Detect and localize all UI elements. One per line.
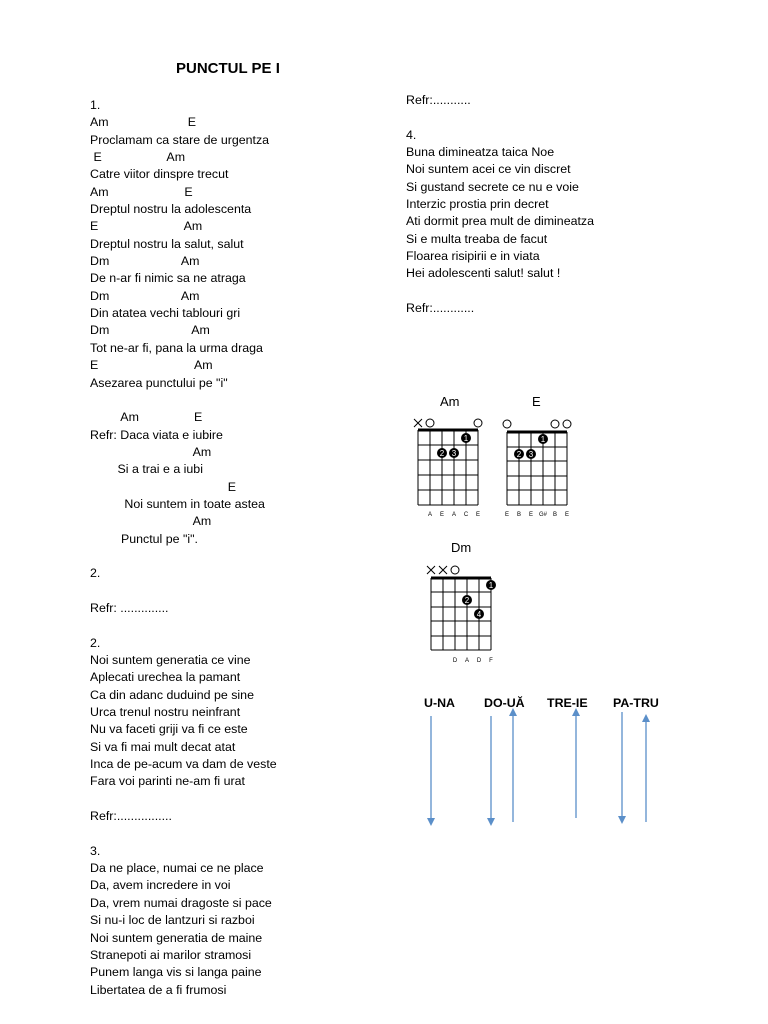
strum-label-4: PA-TRU — [613, 696, 659, 710]
lyrics-left-line: Si nu-i loc de lantzuri si razboi — [90, 913, 255, 928]
lyrics-left-line: Punem langa vis si langa paine — [90, 965, 262, 980]
lyrics-left-line: 2. — [90, 635, 101, 650]
lyrics-left-line: Am E — [90, 410, 203, 425]
lyrics-right-line: Interzic prostia prin decret — [406, 197, 549, 212]
lyrics-left-line: Asezarea punctului pe "i" — [90, 375, 228, 390]
strum-label-3: TRE-IE — [547, 696, 588, 710]
svg-text:2: 2 — [439, 449, 445, 458]
lyrics-left-line: Dm Am — [90, 323, 210, 338]
lyrics-left-line: Noi suntem generatia ce vine — [90, 653, 251, 667]
strum-label-1: U-NA — [424, 696, 455, 710]
lyrics-left-line: Fara voi parinti ne-am fi urat — [90, 774, 245, 789]
chord-diagram-e — [503, 420, 571, 518]
lyrics-left-line: Refr: Daca viata e iubire — [90, 427, 223, 442]
lyrics-left-line: Am — [90, 514, 212, 529]
svg-text:2: 2 — [464, 596, 470, 605]
svg-text:D: D — [476, 658, 482, 664]
lyrics-left-line: Am E — [90, 115, 197, 130]
chord-diagram-am — [414, 419, 482, 518]
svg-text:4: 4 — [476, 610, 482, 619]
svg-text:3: 3 — [451, 449, 457, 458]
lyrics-left-line: Din atatea vechi tablouri gri — [90, 306, 241, 321]
lyrics-left-line: Am E — [90, 184, 193, 199]
chord-name-am: Am — [440, 394, 460, 409]
string-markers-am — [414, 419, 482, 427]
lyrics-left-line: Noi suntem generatia de maine — [90, 930, 263, 945]
lyrics-right-line: Buna dimineatza taica Noe — [406, 145, 555, 160]
svg-text:1: 1 — [540, 435, 546, 444]
svg-text:E: E — [528, 512, 534, 518]
strum-label-2: DO-UĂ — [484, 696, 525, 710]
song-title: PUNCTUL PE I — [176, 60, 280, 77]
lyrics-left-line: Da, vrem numai dragoste si pace — [90, 895, 272, 910]
svg-text:2: 2 — [516, 450, 522, 459]
lyrics-right-line: Refr:........... — [406, 93, 471, 107]
lyrics-left-line: Aplecati urechea la pamant — [90, 670, 241, 685]
lyrics-right-line: Si e multa treaba de facut — [406, 231, 548, 246]
lyrics-right-line: 4. — [406, 127, 417, 142]
lyrics-left-line: Catre viitor dinspre trecut — [90, 167, 229, 182]
lyrics-left-line: Am — [90, 444, 212, 459]
lyrics-left-line: Punctul pe "i". — [90, 531, 198, 546]
lyrics-left-line: Dreptul nostru la salut, salut — [90, 236, 244, 251]
lyrics-left-line: Dm Am — [90, 288, 200, 303]
lyrics-left-line: E — [90, 479, 236, 494]
lyrics-left-line: 3. — [90, 843, 101, 858]
svg-text:E: E — [504, 512, 510, 518]
lyrics-right-line: Refr:............ — [406, 301, 475, 316]
svg-text:1: 1 — [463, 434, 469, 443]
lyrics-left-line: Inca de pe-acum va dam de veste — [90, 757, 277, 772]
lyrics-right-line: Floarea risipirii e in viata — [406, 249, 540, 264]
lyrics-right-line: Noi suntem acei ce vin discret — [406, 162, 571, 177]
lyrics-left-line: Refr: .............. — [90, 600, 169, 615]
svg-text:G#: G# — [538, 512, 548, 518]
lyrics-left-line: Proclamam ca stare de urgentza — [90, 132, 270, 147]
svg-text:F: F — [489, 658, 493, 664]
string-markers-dm — [427, 566, 459, 574]
svg-text:B: B — [552, 512, 558, 518]
svg-text:E: E — [564, 512, 570, 518]
lyrics-left-line: Urca trenul nostru neinfrant — [90, 705, 241, 720]
svg-text:1: 1 — [488, 581, 494, 590]
lyrics-left-line: Tot ne-ar fi, pana la urma draga — [90, 340, 263, 355]
svg-text:A: A — [427, 512, 433, 518]
lyrics-left-line: Si a trai e a iubi — [90, 462, 203, 477]
svg-text:D: D — [452, 658, 458, 664]
svg-text:A: A — [451, 512, 457, 518]
lyrics-left-line: Stranepoti ai marilor stramosi — [90, 947, 252, 962]
chord-name-dm: Dm — [451, 540, 472, 555]
lyrics-left-line: Da ne place, numai ce ne place — [90, 861, 264, 876]
string-markers-e — [503, 420, 571, 428]
lyrics-left-line: Da, avem incredere in voi — [90, 878, 231, 893]
lyrics-left-line: Ca din adanc duduind pe sine — [90, 687, 254, 702]
svg-text:C: C — [463, 512, 469, 518]
lyrics-left-line: E Am — [90, 150, 186, 165]
lyrics-right-line: Si gustand secrete ce nu e voie — [406, 179, 579, 194]
lyrics-left-line: E Am — [90, 358, 213, 373]
lyrics-left-line: Dm Am — [90, 254, 200, 269]
chord-diagram-dm — [427, 566, 496, 664]
lyrics-left-line: De n-ar fi nimic sa ne atraga — [90, 271, 246, 286]
lyrics-left-line: 1. — [90, 98, 101, 112]
chord-name-e: E — [532, 394, 541, 409]
svg-text:E: E — [475, 512, 481, 518]
lyrics-left-line: Dreptul nostru la adolescenta — [90, 202, 252, 217]
lyrics-left-line: E Am — [90, 219, 203, 234]
lyrics-right-line: Ati dormit prea mult de dimineatza — [406, 214, 595, 229]
lyrics-left-line: Libertatea de a fi frumosi — [90, 982, 227, 997]
lyrics-right-line: Hei adolescenti salut! salut ! — [406, 266, 561, 281]
lyrics-left-line: Nu va faceti griji va fi ce este — [90, 722, 248, 737]
lyrics-left-line: Si va fi mai mult decat atat — [90, 739, 236, 754]
svg-text:3: 3 — [528, 450, 534, 459]
lyrics-left-line: 2. — [90, 566, 101, 581]
lyrics-left-line: Noi suntem in toate astea — [90, 496, 265, 511]
lyrics-left-line: Refr:................ — [90, 809, 172, 824]
svg-text:B: B — [516, 512, 522, 518]
svg-text:A: A — [464, 658, 470, 664]
svg-text:E: E — [439, 512, 445, 518]
strum-arrows — [431, 712, 646, 822]
